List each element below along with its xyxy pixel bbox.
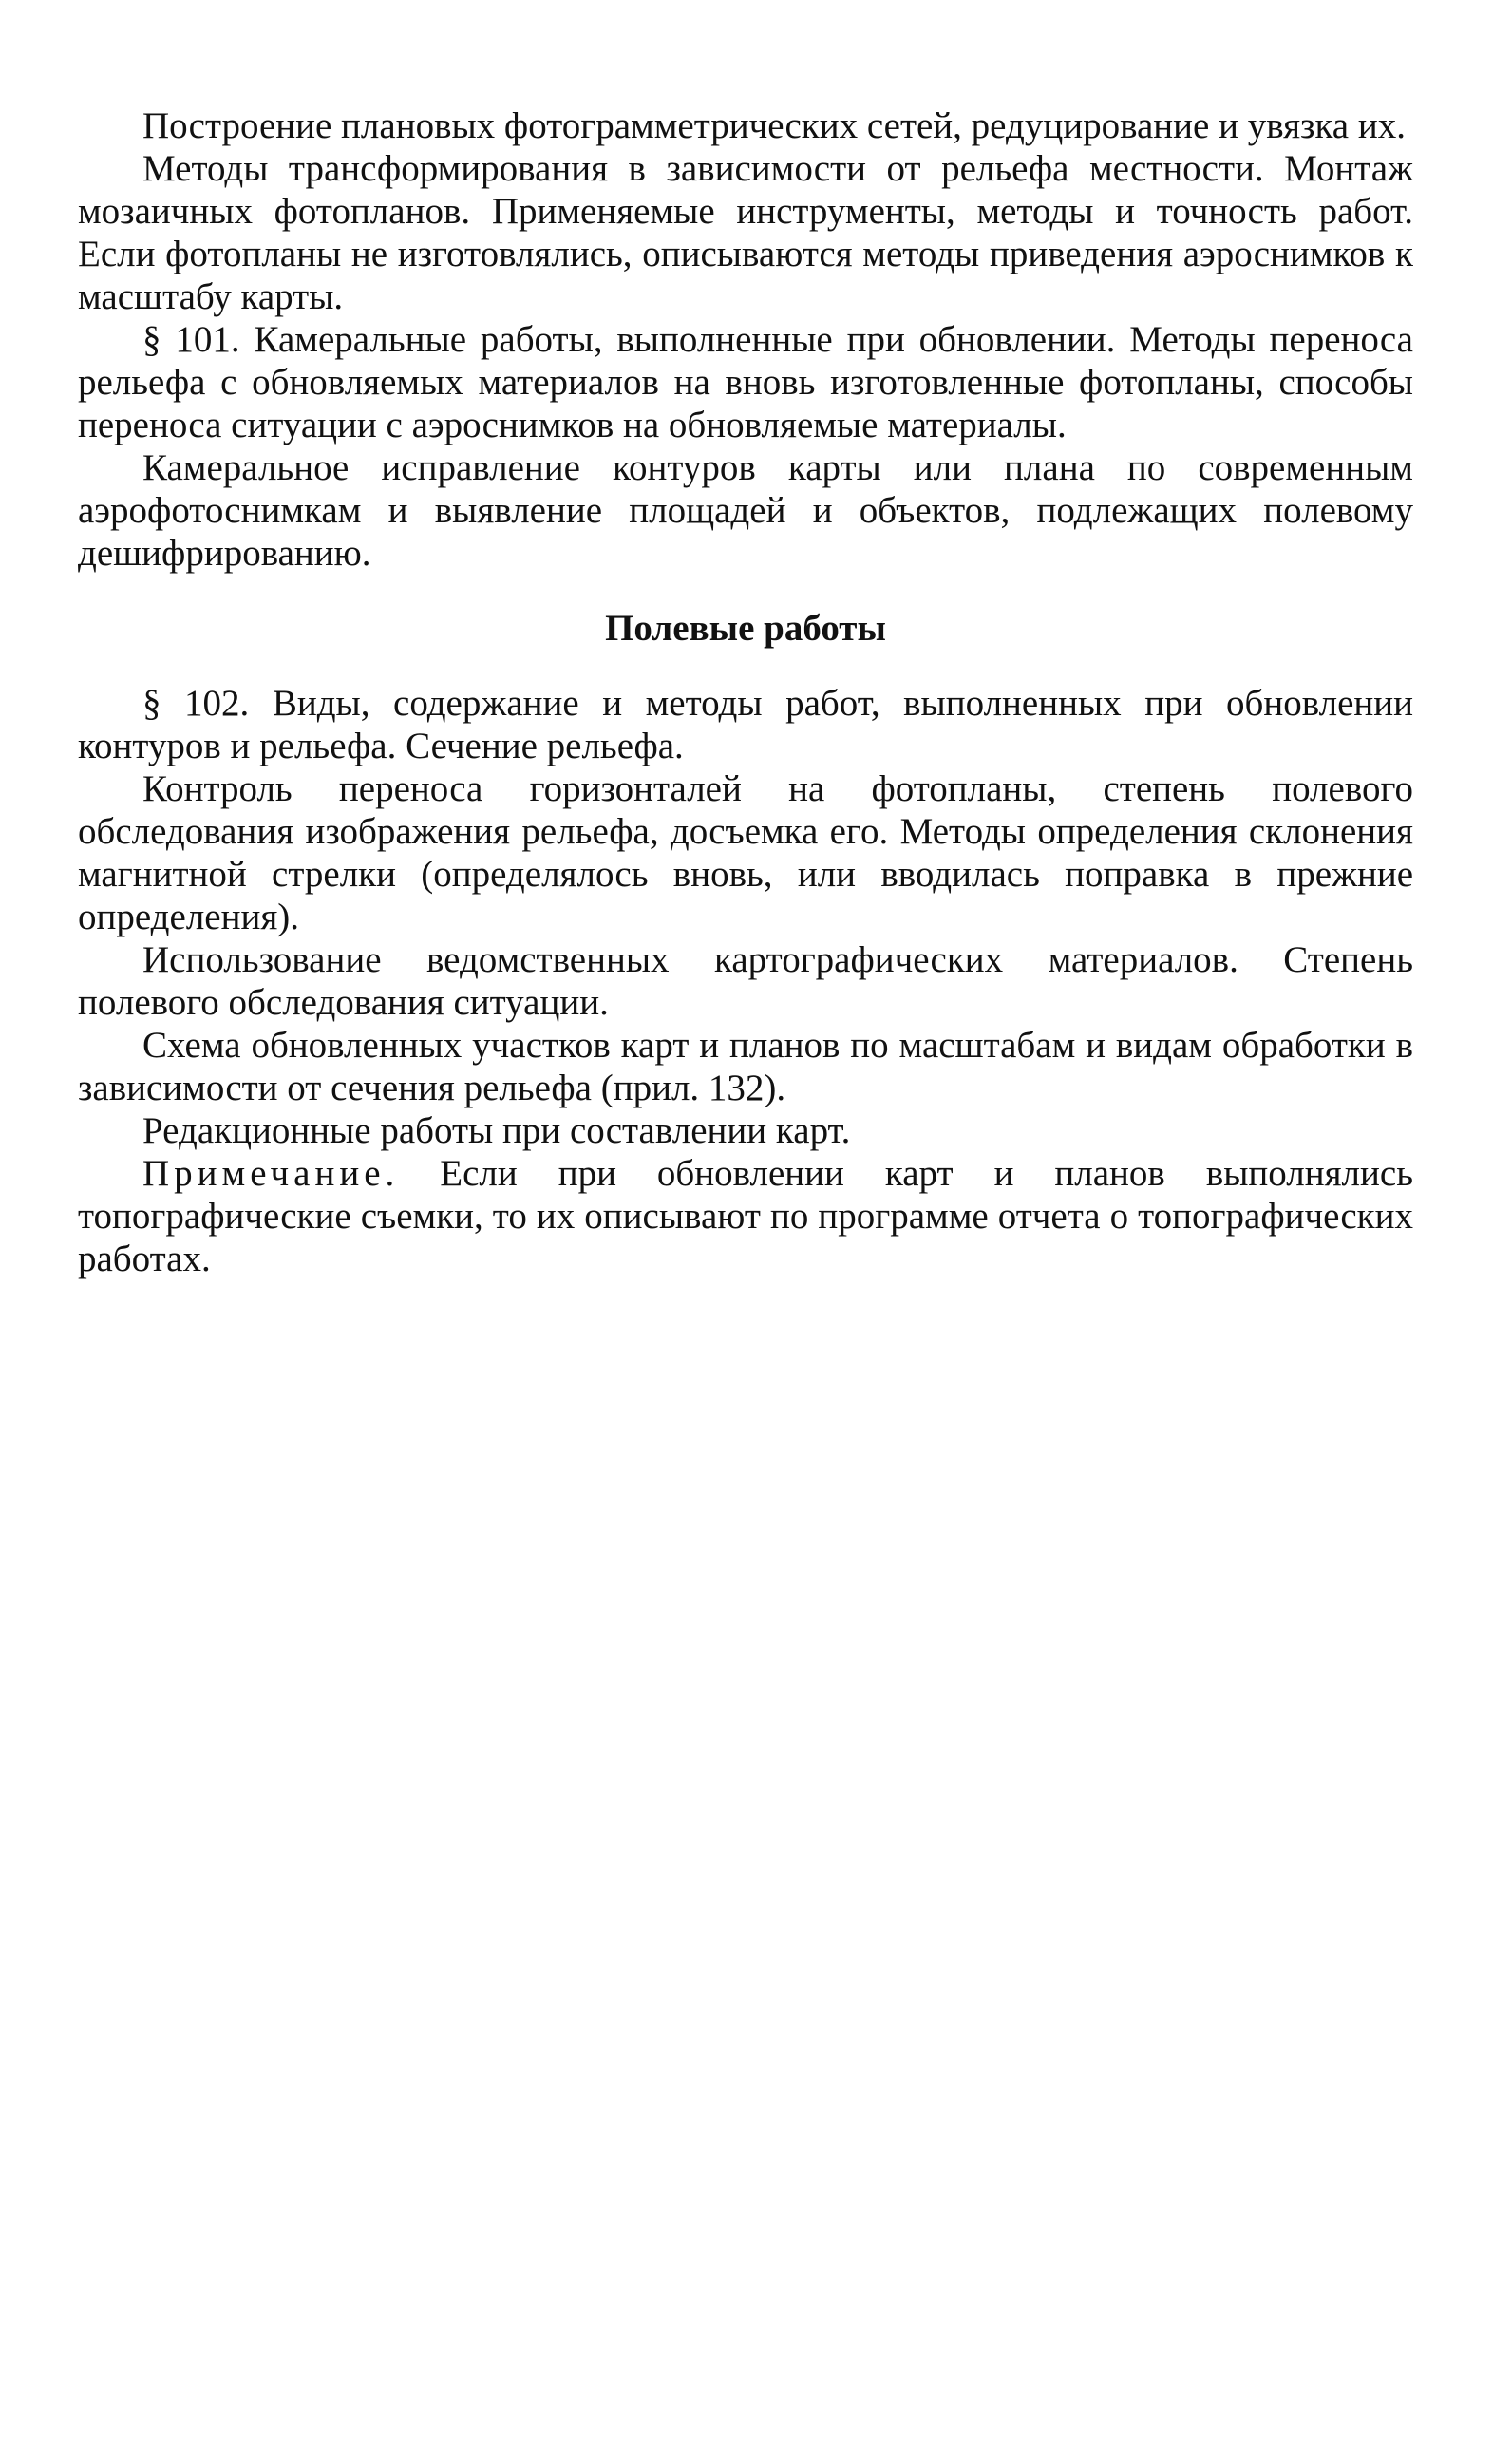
note-text: Если при обновлении карт и планов выполнялись топографические съемки, то их описывают по программе отчета о топографических работах. bbox=[78, 1153, 1413, 1279]
paragraph: Использование ведомственных картографических материалов. Степень полевого обследования ситуации. bbox=[78, 939, 1413, 1023]
note-label: Примечание. bbox=[142, 1153, 400, 1194]
paragraph: Построение плановых фотограмметрических сетей, редуцирование и увязка их. bbox=[142, 105, 1406, 146]
paragraph: Редакционные работы при составлении карт. bbox=[142, 1110, 851, 1151]
paragraph: Схема обновленных участков карт и планов по масштабам и видам обработки в зависимости от сечения рельефа (прил. 132). bbox=[78, 1025, 1413, 1108]
paragraph: Методы трансформирования в зависимости от рельефа местности. Монтаж мозаичных фотопланов. Применяемые инструменты, методы и точность работ. Если фотопланы не изготовлялись, описываются методы приведения аэроснимков к масштабу карты. bbox=[78, 148, 1413, 317]
section-heading: Полевые работы bbox=[605, 608, 886, 649]
paragraph: Контроль переноса горизонталей на фотопланы, степень полевого обследования изображения рельефа, досъемка его. Методы определения склонения магнитной стрелки (определялось вновь, или вводилась поправка в прежние определения). bbox=[78, 768, 1413, 937]
paragraph: § 102. Виды, содержание и методы работ, выполненных при обновлении контуров и рельефа. Сечение рельефа. bbox=[78, 683, 1413, 766]
paragraph: § 101. Камеральные работы, выполненные при обновлении. Методы переноса рельефа с обновляемых материалов на вновь изготовленные фотопланы, способы переноса ситуации с аэроснимков на обновляемые материалы. bbox=[78, 319, 1413, 445]
document-page bbox=[78, 104, 1413, 1280]
note-paragraph bbox=[78, 1152, 1413, 1280]
paragraph: Камеральное исправление контуров карты или плана по современным аэрофотоснимкам и выявление площадей и объектов, подлежащих полевому дешифрированию. bbox=[78, 447, 1413, 574]
